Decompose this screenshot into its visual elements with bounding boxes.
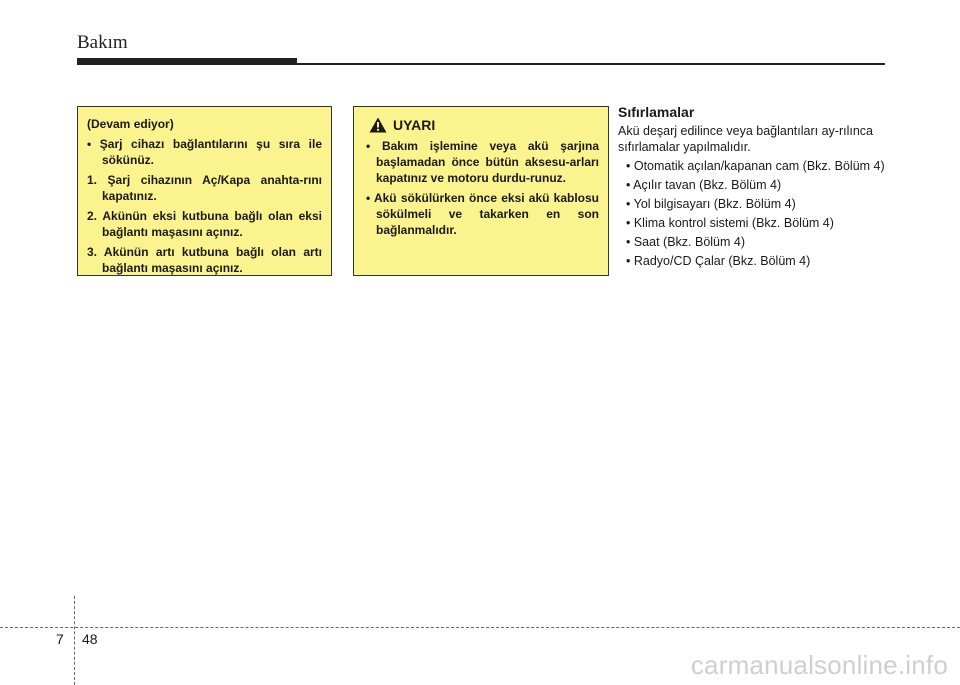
list-item: • Otomatik açılan/kapanan cam (Bkz. Bölüm 4) (626, 159, 885, 173)
list-item: • Açılır tavan (Bkz. Bölüm 4) (626, 178, 782, 192)
warning-triangle-icon (369, 117, 387, 133)
list-item: 1. Şarj cihazının Aç/Kapa anahta-rını kapatınız. (87, 173, 322, 203)
list-item: • Saat (Bkz. Bölüm 4) (626, 235, 746, 249)
resets-list (618, 158, 888, 269)
watermark: carmanualsonline.info (690, 650, 948, 680)
section-intro: Akü deşarj edilince veya bağlantıları ay-rılınca sıfırlamalar yapılmalıdır. (618, 124, 873, 154)
warning-box (353, 106, 609, 276)
page-number: 48 (82, 631, 98, 647)
list-item: • Radyo/CD Çalar (Bkz. Bölüm 4) (626, 254, 811, 268)
resets-section (618, 104, 888, 272)
header-title: Bakım (77, 32, 128, 53)
list-item: • Akü sökülürken önce eksi akü kablosu sökülmeli ve takarken en son bağlanmalıdır. (366, 191, 599, 237)
footer-divider (74, 596, 75, 685)
continued-label: (Devam ediyor) (87, 117, 174, 131)
chapter-number: 7 (56, 631, 64, 647)
footer-rule (0, 627, 960, 628)
continued-box (77, 106, 332, 276)
list-item: 2. Akünün eksi kutbuna bağlı olan eksi bağlantı maşasını açınız. (87, 209, 322, 239)
list-item: • Bakım işlemine veya akü şarjına başlamadan önce bütün aksesu-arları kapatınız ve motoru durdu-runuz. (366, 139, 599, 185)
warning-header (369, 117, 599, 133)
warning-title: UYARI (393, 117, 436, 133)
list-item: • Klima kontrol sistemi (Bkz. Bölüm 4) (626, 216, 834, 230)
list-item: 3. Akünün artı kutbuna bağlı olan artı bağlantı maşasını açınız. (87, 245, 322, 275)
section-title: Sıfırlamalar (618, 104, 695, 120)
list-item: • Yol bilgisayarı (Bkz. Bölüm 4) (626, 197, 796, 211)
header-rule-accent (77, 58, 297, 65)
list-item: • Şarj cihazı bağlantılarını şu sıra ile sökünüz. (87, 137, 322, 167)
